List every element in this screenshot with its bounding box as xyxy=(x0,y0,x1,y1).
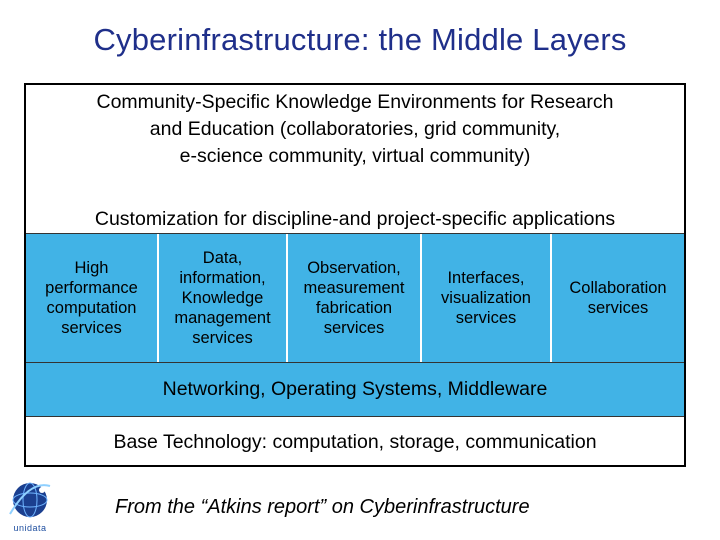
services-band xyxy=(26,233,684,363)
service-box-observation xyxy=(288,234,420,362)
community-layer-text: Community-Specific Knowledge Environments for Research and Education (collaboratories, grid community, e-science community, virtual community) xyxy=(96,91,614,167)
networking-layer: Networking, Operating Systems, Middleware xyxy=(26,363,684,417)
service-label: Observation, measurement fabrication services xyxy=(303,259,405,337)
service-label: Collaboration services xyxy=(569,279,667,317)
logo-text: unidata xyxy=(13,523,47,533)
service-box-data xyxy=(159,234,286,362)
service-box-interfaces xyxy=(422,234,550,362)
customization-layer-text: Customization for discipline-and project-specific applications xyxy=(94,208,616,230)
service-label: Interfaces, visualization services xyxy=(441,269,531,327)
service-label: Data, information, Knowledge management services xyxy=(174,249,271,347)
service-box-collaboration xyxy=(552,234,684,362)
service-label: High performance computation services xyxy=(45,259,138,337)
slide-title: Cyberinfrastructure: the Middle Layers xyxy=(93,22,627,57)
layer-diagram xyxy=(24,83,686,467)
source-caption: From the “Atkins report” on Cyberinfrastructure xyxy=(115,496,530,518)
unidata-globe-icon xyxy=(4,476,56,524)
unidata-logo xyxy=(4,476,56,536)
service-box-computation xyxy=(26,234,157,362)
base-technology-layer: Base Technology: computation, storage, communication xyxy=(113,430,597,453)
